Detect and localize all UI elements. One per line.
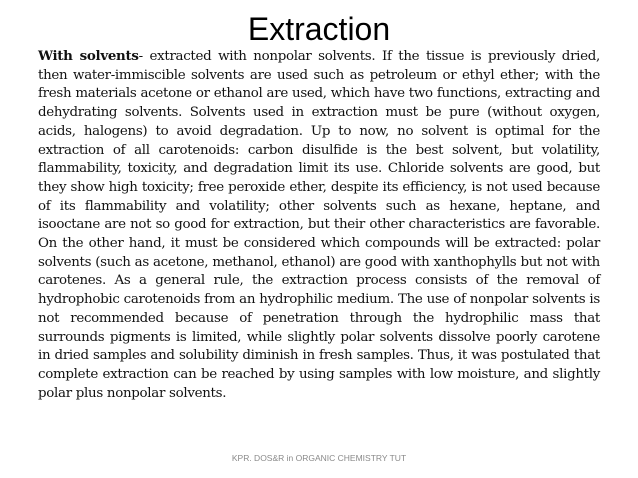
slide-body-text xyxy=(38,47,600,403)
body-paragraph: - extracted with nonpolar solvents. If the tissue is previously dried, then water-immiscible solvents are used such as petroleum or ethyl ether; with the fresh materials acetone or ethanol are used, which have two functions, extracting and dehydrating solvents. Solvents used in extraction must be pure (without oxygen, acids, halogens) to avoid degradation. Up to now, no solvent is optimal for the extraction of all carotenoids: carbon disulfide is the best solvent, but volatility, flammability, toxicity, and degradation limit its use. Chloride solvents are good, but they show high toxicity; free peroxide ether, despite its efficiency, is not used because of its flammability and volatility; other solvents such as hexane, heptane, and isooctane are not so good for extraction, but their other characteristics are favorable. On the other hand, it must be considered which compounds will be extracted: polar solvents (such as acetone, methanol, ethanol) are good with xanthophylls but not with carotenes. As a general rule, the extraction process consists of the removal of hydrophobic carotenoids from an hydrophilic medium. The use of nonpolar solvents is not recommended because of penetration through the hydrophilic mass that surrounds pigments is limited, while slightly polar solvents dissolve poorly carotene in dried samples and solubility diminish in fresh samples. Thus, it was postulated that complete extraction can be reached by using samples with low moisture, and slightly polar plus nonpolar solvents. xyxy=(38,49,601,401)
slide-footer: KPR. DOS&R in ORGANIC CHEMISTRY TUT xyxy=(231,453,407,463)
slide-title: Extraction xyxy=(247,11,391,47)
lead-term: With solvents xyxy=(38,48,139,64)
